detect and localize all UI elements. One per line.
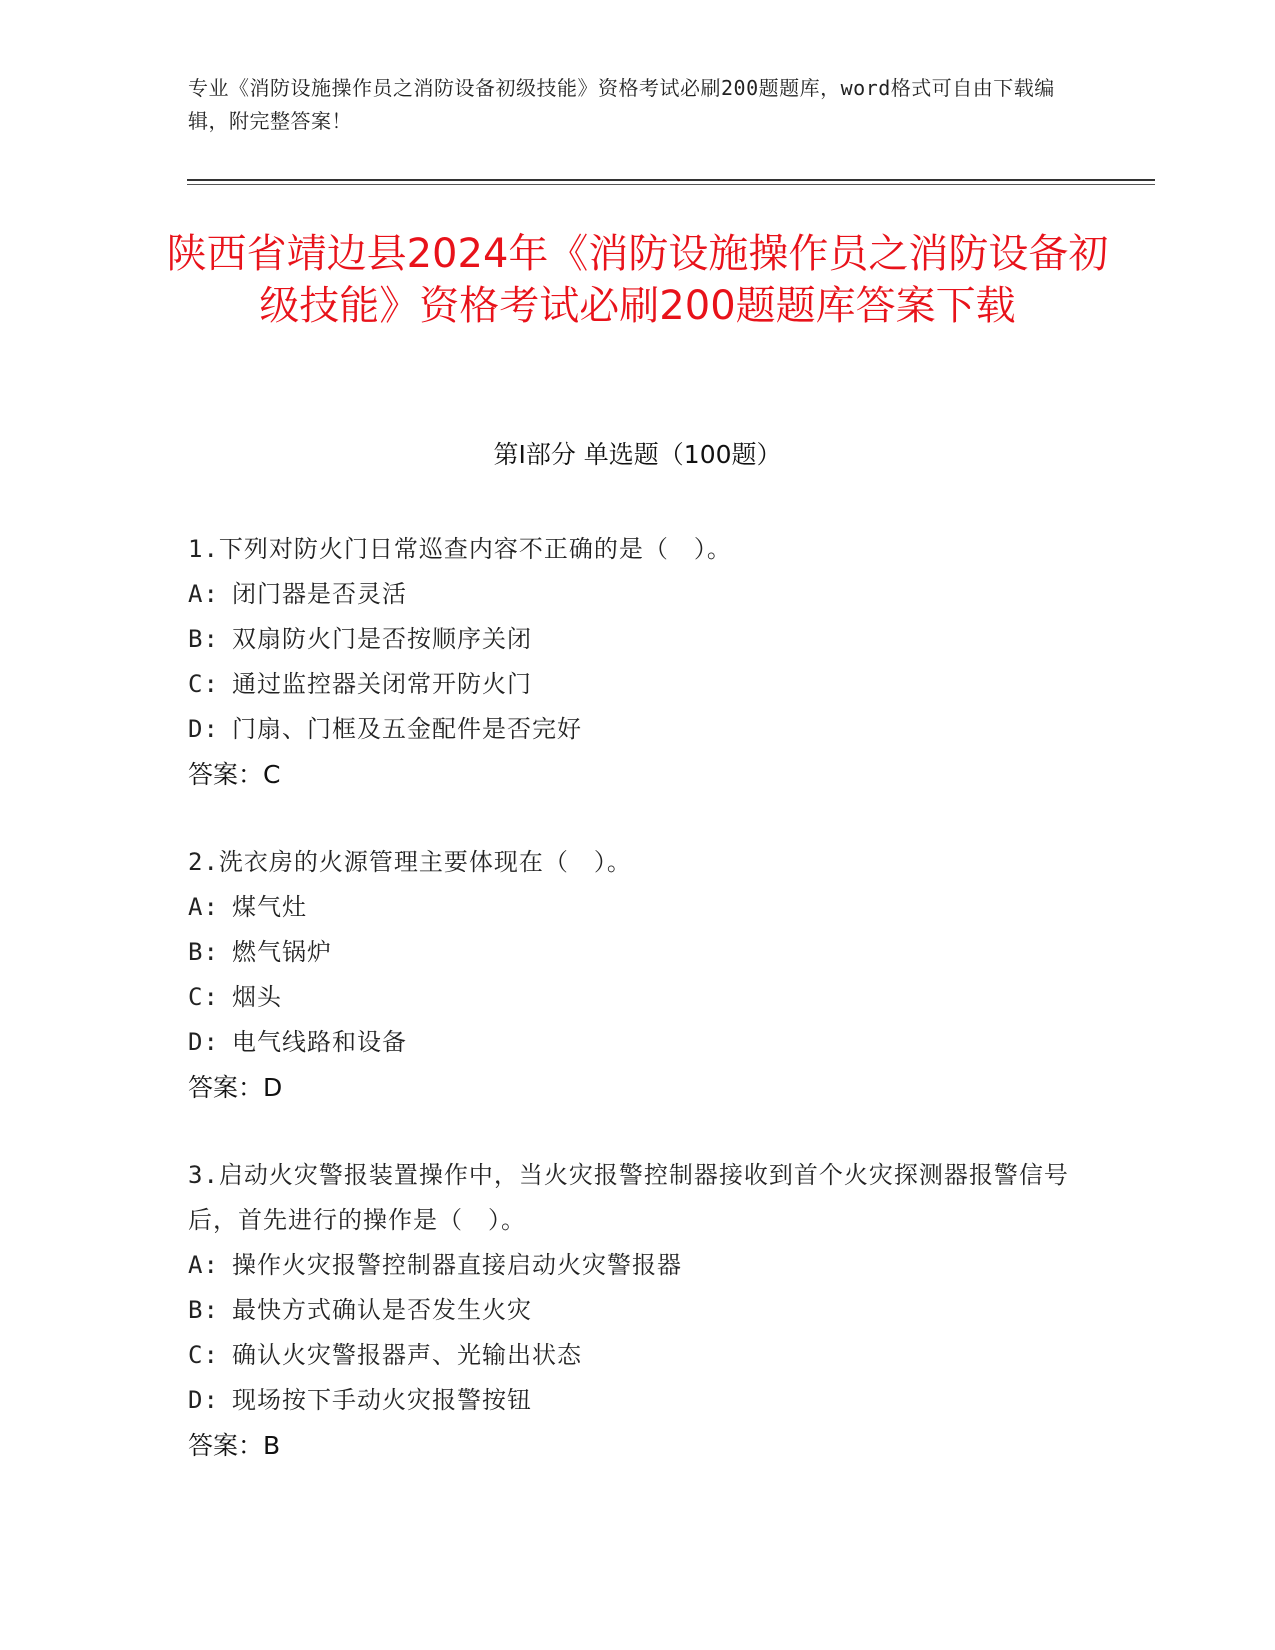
option-letter: D: [188,1028,219,1056]
option-text: 闭门器是否灵活 [232,580,407,608]
question-item [188,840,1088,1110]
answer-line [188,752,1088,797]
option-letter: B: [188,625,219,653]
section-heading: 第I部分 单选题（100题） [493,440,782,469]
question-item [188,1153,1088,1468]
option-letter: C: [188,983,219,1011]
document-title: 陕西省靖边县2024年《消防设施操作员之消防设备初级技能》资格考试必刷200题题库答案下载 [166,231,1109,329]
answer-label: 答案： [188,1073,264,1102]
option-b [188,617,1088,662]
option-d [188,707,1088,752]
option-text: 操作火灾报警控制器直接启动火灾警报器 [232,1251,682,1279]
option-text: 电气线路和设备 [232,1028,407,1056]
option-d [188,1378,1088,1423]
option-c [188,662,1088,707]
option-d [188,1020,1088,1065]
option-b [188,1288,1088,1333]
header-divider-thin [187,184,1155,185]
option-a [188,572,1088,617]
option-text: 门扇、门框及五金配件是否完好 [232,715,582,743]
option-text: 燃气锅炉 [232,938,332,966]
option-letter: D: [188,715,219,743]
option-letter: D: [188,1386,219,1414]
answer-value: B [263,1431,281,1460]
option-a [188,1243,1088,1288]
question-item [188,527,1088,797]
option-c [188,975,1088,1020]
option-text: 最快方式确认是否发生火灾 [232,1296,532,1324]
option-letter: B: [188,938,219,966]
answer-line [188,1423,1088,1468]
header-divider-thick [187,179,1155,181]
option-letter: A: [188,893,219,921]
option-b [188,930,1088,975]
option-letter: A: [188,580,219,608]
option-text: 煤气灶 [232,893,307,921]
header-note: 专业《消防设施操作员之消防设备初级技能》资格考试必刷200题题库，word格式可自由下载编辑，附完整答案！ [188,76,1055,133]
answer-line [188,1065,1088,1110]
option-letter: C: [188,670,219,698]
question-stem: 2.洗衣房的火源管理主要体现在（ ）。 [188,848,632,876]
option-text: 确认火灾警报器声、光输出状态 [232,1341,582,1369]
question-list [188,527,1088,1511]
option-c [188,1333,1088,1378]
answer-label: 答案： [188,760,264,789]
question-stem: 3.启动火灾警报装置操作中，当火灾报警控制器接收到首个火灾探测器报警信号后，首先进行的操作是（ ）。 [188,1161,1069,1234]
option-text: 双扇防火门是否按顺序关闭 [232,625,532,653]
answer-label: 答案： [188,1431,264,1460]
option-text: 通过监控器关闭常开防火门 [232,670,532,698]
answer-value: D [263,1073,283,1102]
option-a [188,885,1088,930]
option-text: 现场按下手动火灾报警按钮 [232,1386,532,1414]
question-stem: 1.下列对防火门日常巡查内容不正确的是（ ）。 [188,535,732,563]
option-letter: A: [188,1251,219,1279]
answer-value: C [263,760,281,789]
option-letter: B: [188,1296,219,1324]
option-text: 烟头 [232,983,282,1011]
option-letter: C: [188,1341,219,1369]
